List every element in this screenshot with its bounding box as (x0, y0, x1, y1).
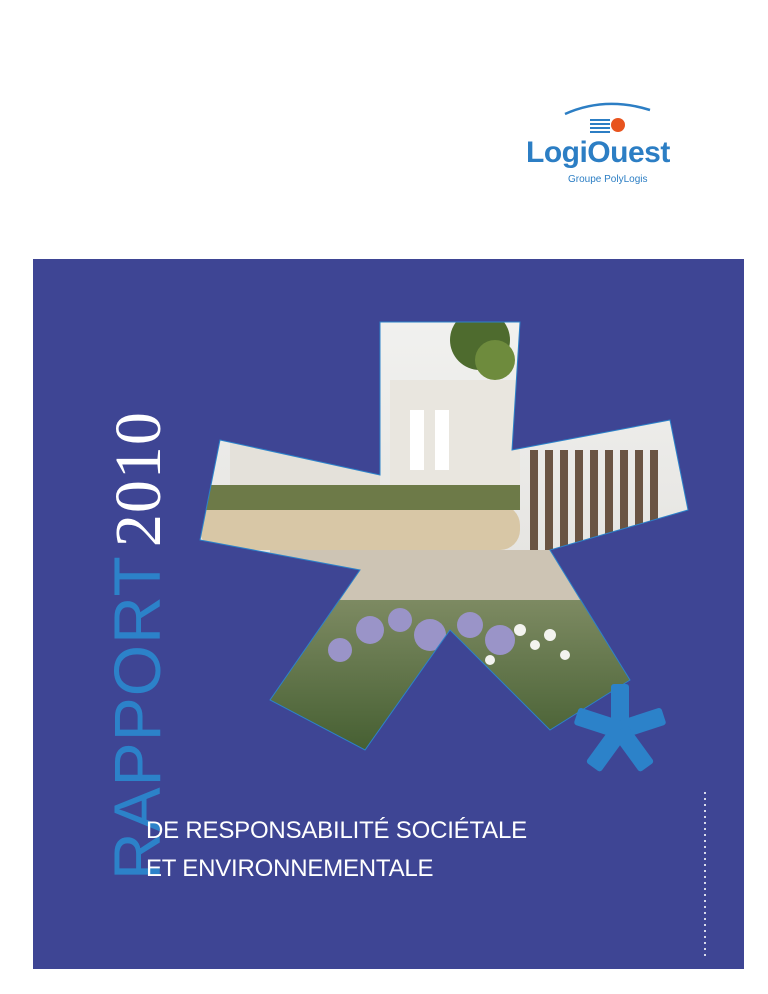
logo-wordmark: LogiOuest (526, 136, 670, 169)
dotted-rule (704, 790, 706, 960)
cover-subtitle (146, 812, 527, 888)
subtitle-line-2: ET ENVIRONNEMENTALE (146, 855, 434, 882)
vertical-title (100, 411, 175, 880)
logo-eye-icon (520, 100, 700, 140)
subtitle-line-1: DE RESPONSABILITÉ SOCIÉTALE (146, 817, 527, 844)
logo-group-label: Groupe PolyLogis (568, 174, 648, 185)
company-logo (520, 100, 700, 200)
asterisk-icon (570, 680, 670, 780)
title-word: RAPPORT (100, 555, 174, 880)
title-year: 2010 (102, 411, 175, 548)
